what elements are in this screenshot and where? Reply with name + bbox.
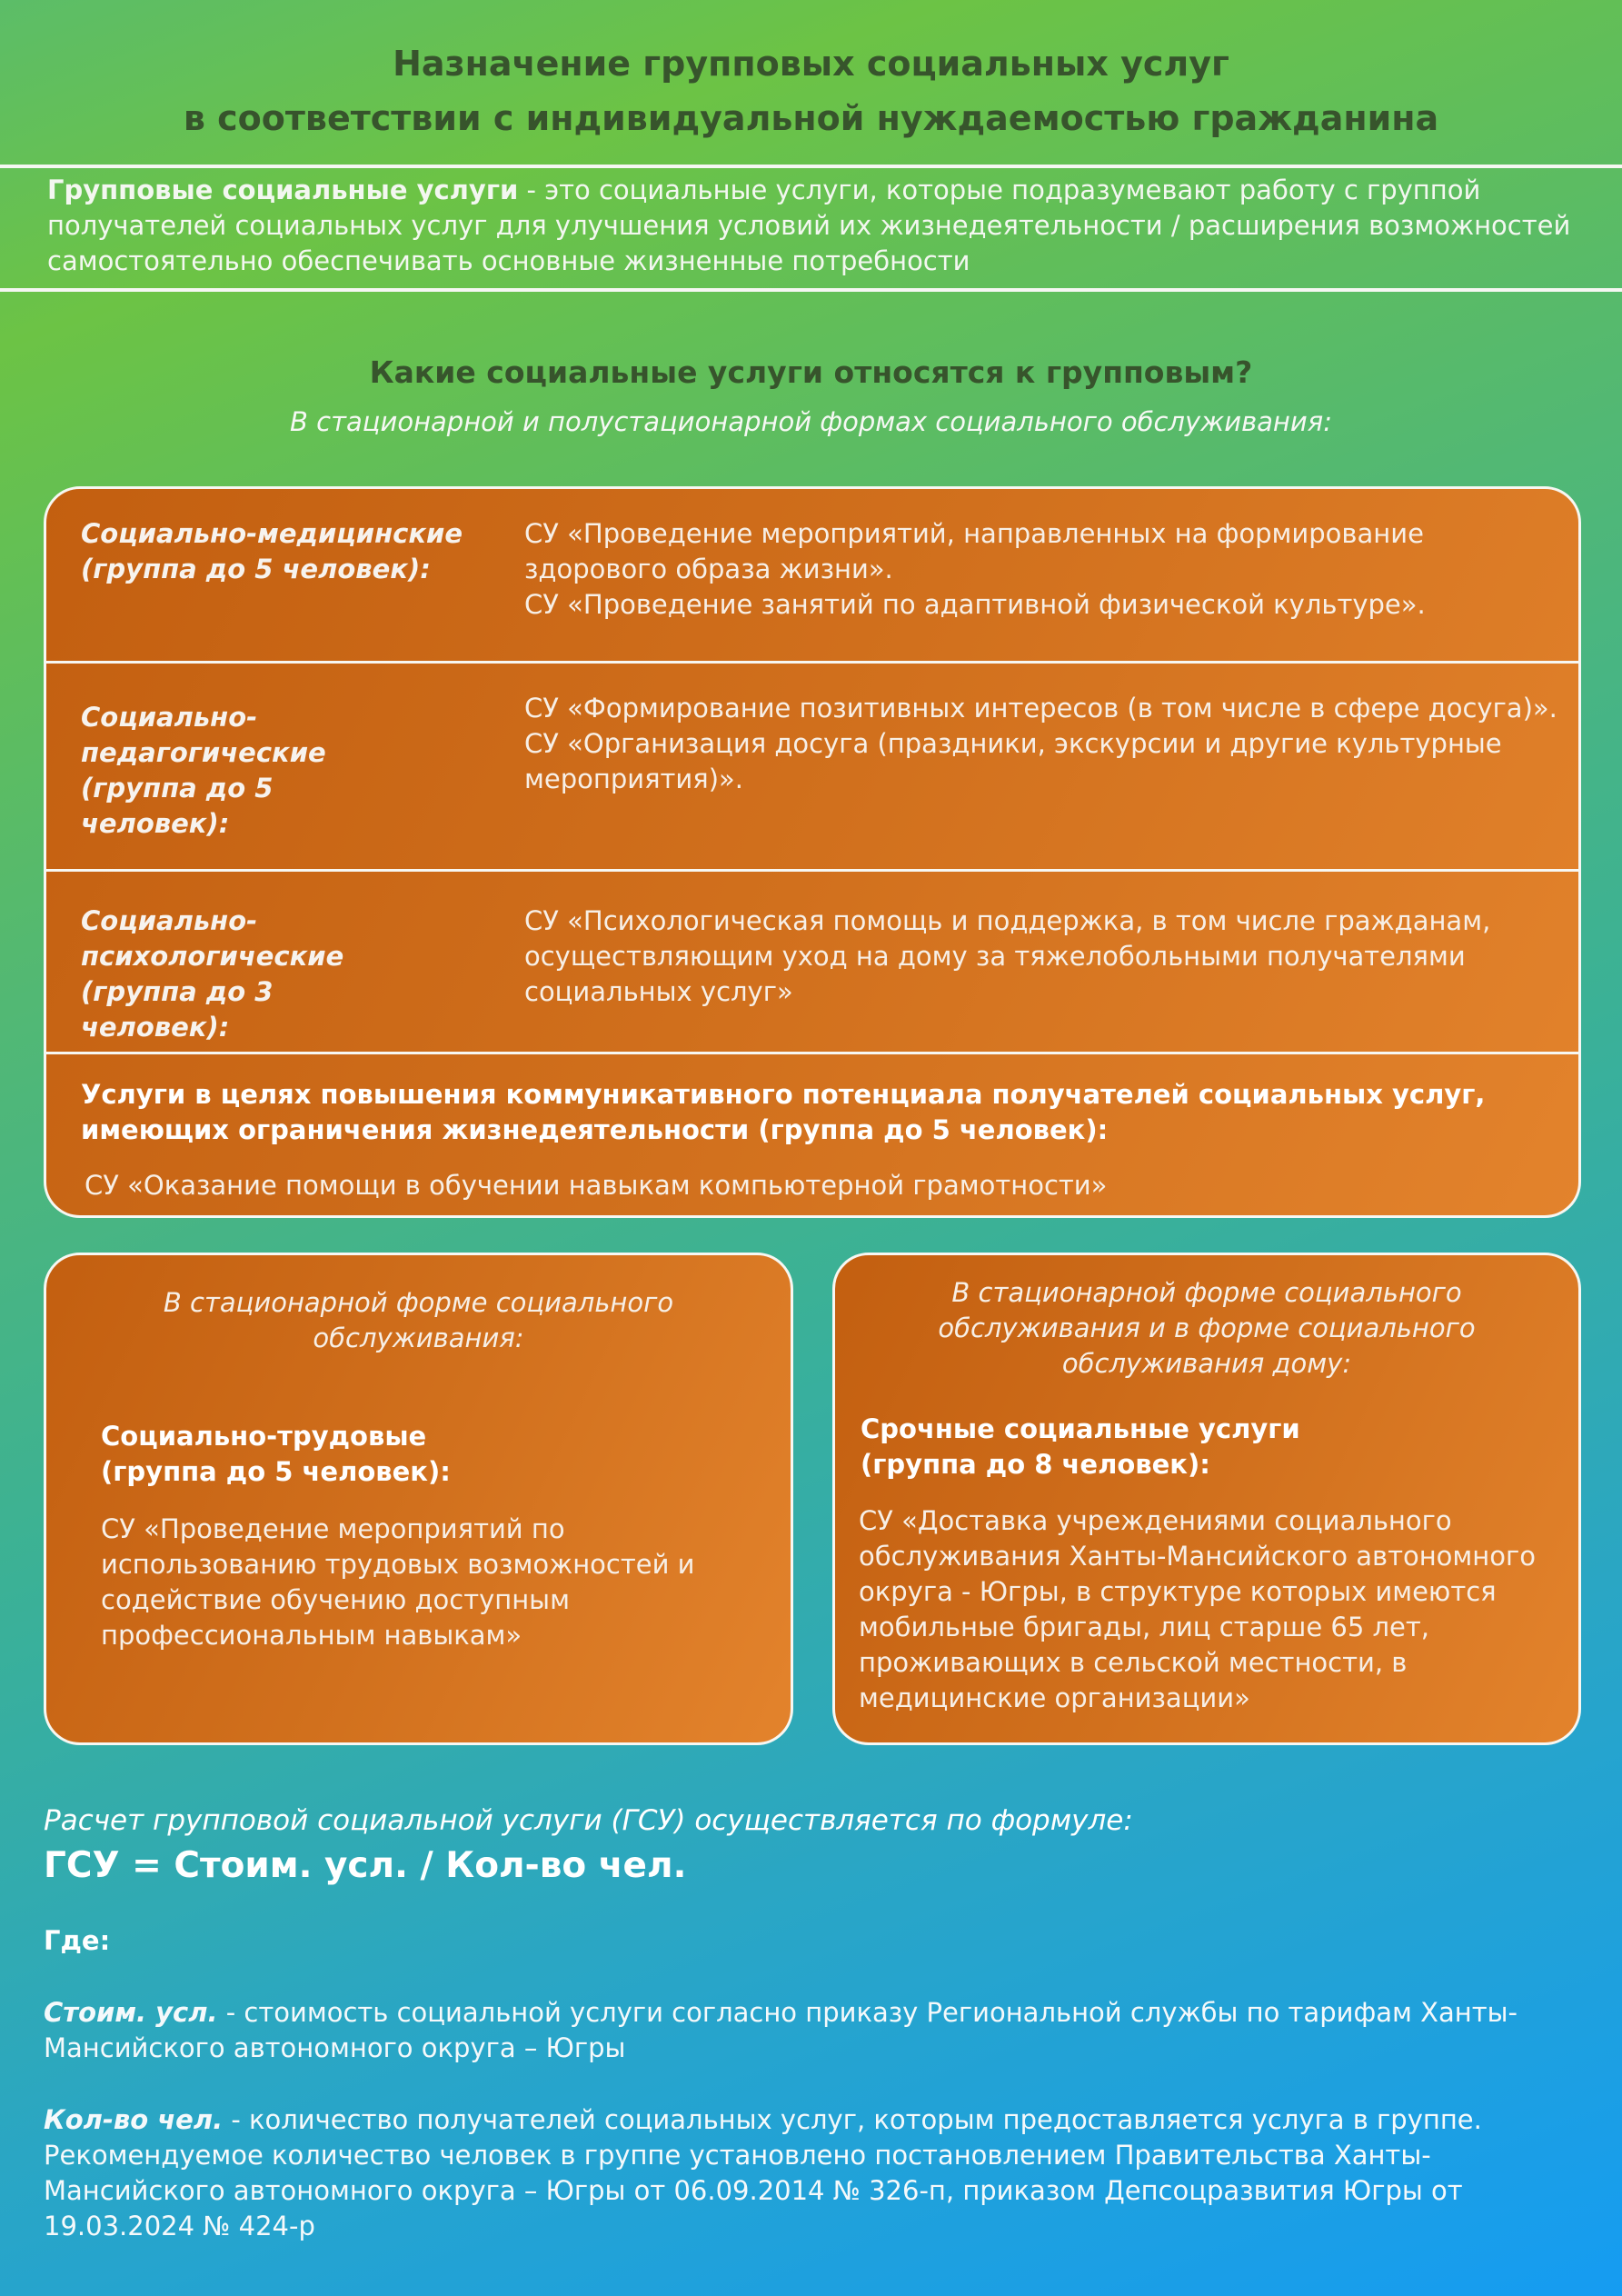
- divider-top: [0, 165, 1622, 168]
- formula-expression: ГСУ = Стоим. усл. / Кол-во чел.: [44, 1845, 687, 1886]
- definition-text: - количество получателей социальных услуг, которым предоставляется услуга в группе. Рекомендуемое количество человек в группе установлено постановлением Правительства Ханты-Мансийского автономного округа – Югры от 06.09.2014 № 326-п, приказом Депсоцразвития Югры от 19.03.2024 № 424-р: [44, 2104, 1482, 2241]
- intro-definition: [47, 173, 1586, 279]
- row-category: Услуги в целях повышения коммуникативного потенциала получателей социальных услуг, имеющих ограничения жизнедеятельности (группа до 5 человек):: [81, 1079, 1486, 1145]
- table-row: [46, 489, 1578, 664]
- row-category: Социально-психологические (группа до 3 человек):: [81, 905, 344, 1043]
- row-services: СУ «Оказание помощи в обучении навыкам компьютерной грамотности»: [85, 1170, 1108, 1201]
- card-category-line1: Социально-трудовые: [101, 1421, 427, 1452]
- row-category: Социально-медицинские (группа до 5 человек):: [81, 518, 463, 584]
- section-question-subtitle: В стационарной и полустационарной формах социального обслуживания:: [290, 406, 1332, 437]
- card-heading: В стационарной форме социального обслуживания и в форме социального обслуживания дому:: [938, 1277, 1476, 1379]
- card-category-line2: (группа до 8 человек):: [861, 1449, 1210, 1480]
- row-services: [524, 691, 1560, 797]
- service-item: СУ «Формирование позитивных интересов (в том числе в сфере досуга)».: [524, 693, 1557, 724]
- page-title: [0, 36, 1622, 145]
- intro-term: Групповые социальные услуги: [47, 175, 519, 205]
- service-item: СУ «Организация досуга (праздники, экскурсии и другие культурные мероприятия)».: [524, 728, 1502, 794]
- card-category: [861, 1412, 1300, 1482]
- divider-bottom: [0, 288, 1622, 292]
- table-row: [46, 872, 1578, 1054]
- formula-lead: Расчет групповой социальной услуги (ГСУ) осуществляется по формуле:: [44, 1804, 1133, 1837]
- row-category: Социально-педагогические (группа до 5 человек):: [81, 702, 326, 839]
- card-service: СУ «Проведение мероприятий по использованию трудовых возможностей и содействие обучению доступным профессиональным навыкам»: [101, 1513, 695, 1651]
- row-services: [524, 903, 1560, 1010]
- service-item: СУ «Проведение мероприятий, направленных на формирование здорового образа жизни».: [524, 518, 1424, 584]
- services-table-card: [44, 486, 1581, 1218]
- stationary-card: [44, 1253, 793, 1745]
- where-label: Где:: [44, 1925, 111, 1956]
- table-row-communication: [46, 1054, 1578, 1218]
- definition-term: Кол-во чел.: [44, 2104, 224, 2135]
- page-title-line2: в соответствии с индивидуальной нуждаемостью гражданина: [183, 98, 1439, 138]
- service-item: СУ «Психологическая помощь и поддержка, в том числе гражданам, осуществляющим уход на дому за тяжелобольными получателями социальных услуг»: [524, 905, 1491, 1007]
- card-category: [101, 1419, 451, 1490]
- section-question-title: Какие социальные услуги относятся к групповым?: [369, 354, 1253, 390]
- card-category-line1: Срочные социальные услуги: [861, 1413, 1300, 1444]
- definition-count: [44, 2102, 1595, 2244]
- definition-cost: [44, 1995, 1595, 2066]
- definition-text: - стоимость социальной услуги согласно приказу Региональной службы по тарифам Ханты-Мансийского автономного округа – Югры: [44, 1997, 1518, 2063]
- card-category-line2: (группа до 5 человек):: [101, 1456, 451, 1487]
- card-service: СУ «Доставка учреждениями социального обслуживания Ханты-Мансийского автономного округа - Югры, в структуре которых имеются мобильные бригады, лиц старше 65 лет, проживающих в сельской местности, в медицинские организации»: [859, 1505, 1536, 1713]
- page-title-line1: Назначение групповых социальных услуг: [393, 44, 1229, 84]
- urgent-services-card: [832, 1253, 1581, 1745]
- intro-text: - это социальные услуги, которые подразумевают работу с группой получателей социальных услуг для улучшения условий их жизнедеятельности / расширения возможностей самостоятельно обеспечивать основные жизненные потребности: [47, 175, 1571, 276]
- card-heading: В стационарной форме социального обслуживания:: [163, 1287, 674, 1353]
- row-services: [524, 516, 1560, 623]
- definition-term: Стоим. усл.: [44, 1997, 218, 2028]
- service-item: СУ «Проведение занятий по адаптивной физической культуре».: [524, 589, 1426, 620]
- table-row: [46, 664, 1578, 872]
